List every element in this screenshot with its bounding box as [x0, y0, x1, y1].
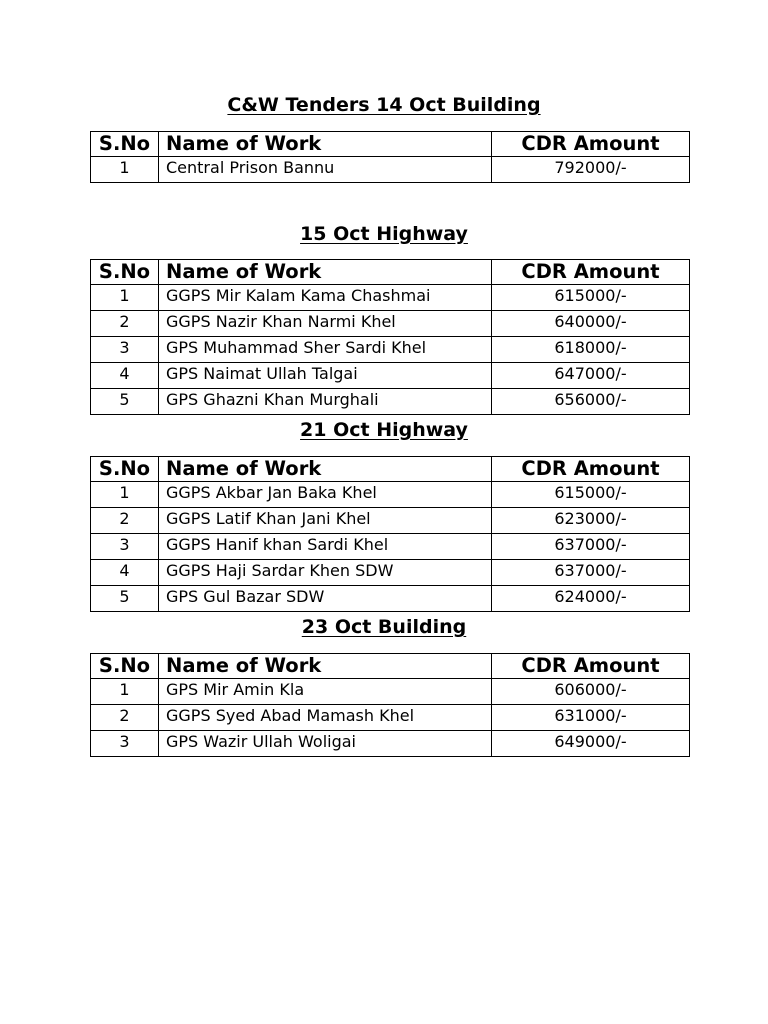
cell-amount: 631000/- — [492, 705, 690, 731]
cell-sno: 3 — [91, 534, 159, 560]
cell-amount: 637000/- — [492, 560, 690, 586]
cell-amount: 792000/- — [492, 157, 690, 183]
header-sno: S.No — [91, 132, 159, 157]
cell-sno: 2 — [91, 508, 159, 534]
cell-amount: 624000/- — [492, 586, 690, 612]
cell-name: GPS Wazir Ullah Woligai — [159, 731, 492, 757]
cell-name: GPS Naimat Ullah Talgai — [159, 363, 492, 389]
cell-sno: 3 — [91, 731, 159, 757]
cell-sno: 4 — [91, 363, 159, 389]
table-header-row — [91, 132, 690, 157]
table-row — [91, 482, 690, 508]
table-row — [91, 363, 690, 389]
cell-name: GGPS Haji Sardar Khen SDW — [159, 560, 492, 586]
tenders-table — [90, 653, 690, 757]
cell-name: GPS Gul Bazar SDW — [159, 586, 492, 612]
header-name: Name of Work — [159, 457, 492, 482]
cell-sno: 4 — [91, 560, 159, 586]
table-row — [91, 311, 690, 337]
cell-sno: 5 — [91, 389, 159, 415]
table-row — [91, 157, 690, 183]
table-row — [91, 389, 690, 415]
cell-sno: 5 — [91, 586, 159, 612]
cell-sno: 2 — [91, 705, 159, 731]
table-header-row — [91, 654, 690, 679]
cell-sno: 1 — [91, 157, 159, 183]
cell-amount: 649000/- — [492, 731, 690, 757]
header-sno: S.No — [91, 260, 159, 285]
header-amount: CDR Amount — [492, 132, 690, 157]
header-name: Name of Work — [159, 132, 492, 157]
cell-amount: 647000/- — [492, 363, 690, 389]
section-title: C&W Tenders 14 Oct Building — [227, 94, 541, 116]
header-sno: S.No — [91, 654, 159, 679]
cell-name: GPS Muhammad Sher Sardi Khel — [159, 337, 492, 363]
header-name: Name of Work — [159, 260, 492, 285]
cell-amount: 640000/- — [492, 311, 690, 337]
cell-amount: 615000/- — [492, 285, 690, 311]
cell-sno: 3 — [91, 337, 159, 363]
table-row — [91, 337, 690, 363]
header-sno: S.No — [91, 457, 159, 482]
cell-name: GGPS Latif Khan Jani Khel — [159, 508, 492, 534]
cell-amount: 637000/- — [492, 534, 690, 560]
cell-sno: 1 — [91, 482, 159, 508]
table-row — [91, 679, 690, 705]
table-row — [91, 560, 690, 586]
header-amount: CDR Amount — [492, 457, 690, 482]
header-amount: CDR Amount — [492, 260, 690, 285]
section-title: 15 Oct Highway — [300, 223, 468, 245]
table-row — [91, 508, 690, 534]
header-name: Name of Work — [159, 654, 492, 679]
cell-name: GGPS Syed Abad Mamash Khel — [159, 705, 492, 731]
cell-name: GGPS Akbar Jan Baka Khel — [159, 482, 492, 508]
tenders-table — [90, 456, 690, 612]
table-row — [91, 705, 690, 731]
cell-amount: 606000/- — [492, 679, 690, 705]
table-row — [91, 586, 690, 612]
table-header-row — [91, 457, 690, 482]
table-row — [91, 534, 690, 560]
cell-name: GGPS Nazir Khan Narmi Khel — [159, 311, 492, 337]
cell-name: GPS Mir Amin Kla — [159, 679, 492, 705]
cell-amount: 615000/- — [492, 482, 690, 508]
tenders-table — [90, 131, 690, 183]
header-amount: CDR Amount — [492, 654, 690, 679]
cell-sno: 1 — [91, 679, 159, 705]
cell-sno: 2 — [91, 311, 159, 337]
section-title: 21 Oct Highway — [300, 419, 468, 441]
table-row — [91, 731, 690, 757]
tenders-table — [90, 259, 690, 415]
table-header-row — [91, 260, 690, 285]
cell-amount: 618000/- — [492, 337, 690, 363]
cell-sno: 1 — [91, 285, 159, 311]
cell-name: Central Prison Bannu — [159, 157, 492, 183]
cell-amount: 656000/- — [492, 389, 690, 415]
cell-name: GGPS Hanif khan Sardi Khel — [159, 534, 492, 560]
cell-name: GGPS Mir Kalam Kama Chashmai — [159, 285, 492, 311]
cell-name: GPS Ghazni Khan Murghali — [159, 389, 492, 415]
cell-amount: 623000/- — [492, 508, 690, 534]
table-row — [91, 285, 690, 311]
section-title: 23 Oct Building — [301, 616, 467, 638]
